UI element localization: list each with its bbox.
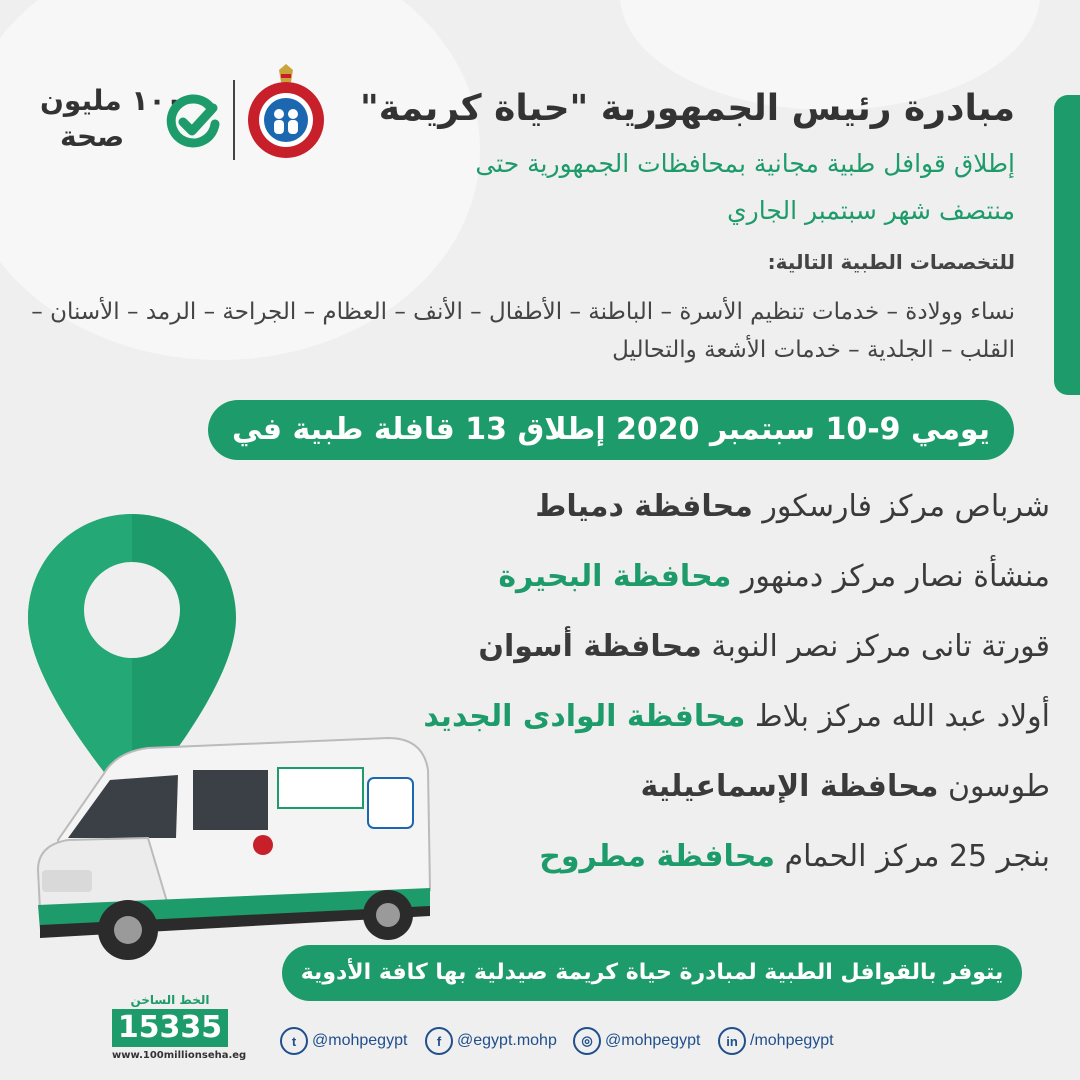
medical-van-illustration <box>28 720 438 965</box>
location-place: أولاد عبد الله مركز بلاط <box>754 699 1050 734</box>
social-handle: @egypt.mohp <box>457 1032 557 1049</box>
date-banner: يومي 9-10 سبتمبر 2020 إطلاق 13 قافلة طبية في <box>208 400 1014 460</box>
logo-divider <box>233 80 235 160</box>
location-governorate: محافظة دمياط <box>535 489 753 524</box>
100-million-seha-logo <box>40 82 220 162</box>
social-handle: /mohpegypt <box>750 1032 834 1049</box>
website-link[interactable]: www.100millionseha.eg <box>112 1050 247 1061</box>
location-governorate: محافظة مطروح <box>539 839 775 874</box>
location-governorate: محافظة البحيرة <box>498 559 732 594</box>
facebook-icon: f <box>425 1027 453 1055</box>
location-governorate: محافظة أسوان <box>478 629 702 664</box>
side-accent-bar <box>1054 95 1080 395</box>
ministry-of-health-logo <box>243 62 343 162</box>
twitter-icon: t <box>280 1027 308 1055</box>
linkedin-icon: in <box>718 1027 746 1055</box>
location-item <box>350 828 1050 898</box>
pharmacy-banner: يتوفر بالقوافل الطبية لمبادرة حياة كريمة صيدلية بها كافة الأدوية <box>282 945 1022 1001</box>
location-place: منشأة نصار مركز دمنهور <box>740 559 1050 594</box>
location-place: بنجر 25 مركز الحمام <box>784 839 1050 874</box>
location-item <box>350 478 1050 548</box>
subtitle: إطلاق قوافل طبية مجانية بمحافظات الجمهورية حتى منتصف شهر سبتمبر الجاري <box>475 149 1015 225</box>
hotline-box <box>112 993 247 1061</box>
social-twitter[interactable] <box>280 1024 407 1058</box>
logo-text-line1: ١٠٠ مليون <box>40 84 183 117</box>
location-place: قورتة تانى مركز نصر النوبة <box>711 629 1050 664</box>
specialties-list: نساء وولادة – خدمات تنظيم الأسرة – الباطنة – الأطفال – الأنف – العظام – الجراحة – الرمد – الأسنان – القلب – الجلدية – خدمات الأشعة والتحاليل <box>31 299 1015 363</box>
location-governorate: محافظة الوادى الجديد <box>423 699 746 734</box>
location-place: طوسون <box>947 769 1050 804</box>
social-handle: @mohpegypt <box>312 1032 408 1049</box>
social-facebook[interactable] <box>425 1024 557 1058</box>
logo-text-line2: صحة <box>60 120 125 153</box>
social-handle: @mohpegypt <box>605 1032 701 1049</box>
location-item <box>350 758 1050 828</box>
location-governorate: محافظة الإسماعيلية <box>640 769 939 804</box>
specialties-heading: للتخصصات الطبية التالية: <box>767 250 1015 274</box>
location-place: شرباص مركز فارسكور <box>762 489 1050 524</box>
location-item <box>350 548 1050 618</box>
hotline-label: الخط الساخن <box>130 993 210 1007</box>
social-instagram[interactable] <box>573 1024 700 1058</box>
location-item <box>350 618 1050 688</box>
social-links <box>280 1024 840 1058</box>
page-title: مبادرة رئيس الجمهورية "حياة كريمة" <box>360 88 1015 129</box>
location-item <box>350 688 1050 758</box>
instagram-icon: ◎ <box>573 1027 601 1055</box>
hotline-number: 15335 <box>112 1009 228 1047</box>
social-linkedin[interactable] <box>718 1024 834 1058</box>
check-circle-icon <box>165 94 221 150</box>
locations-list <box>350 478 1050 898</box>
